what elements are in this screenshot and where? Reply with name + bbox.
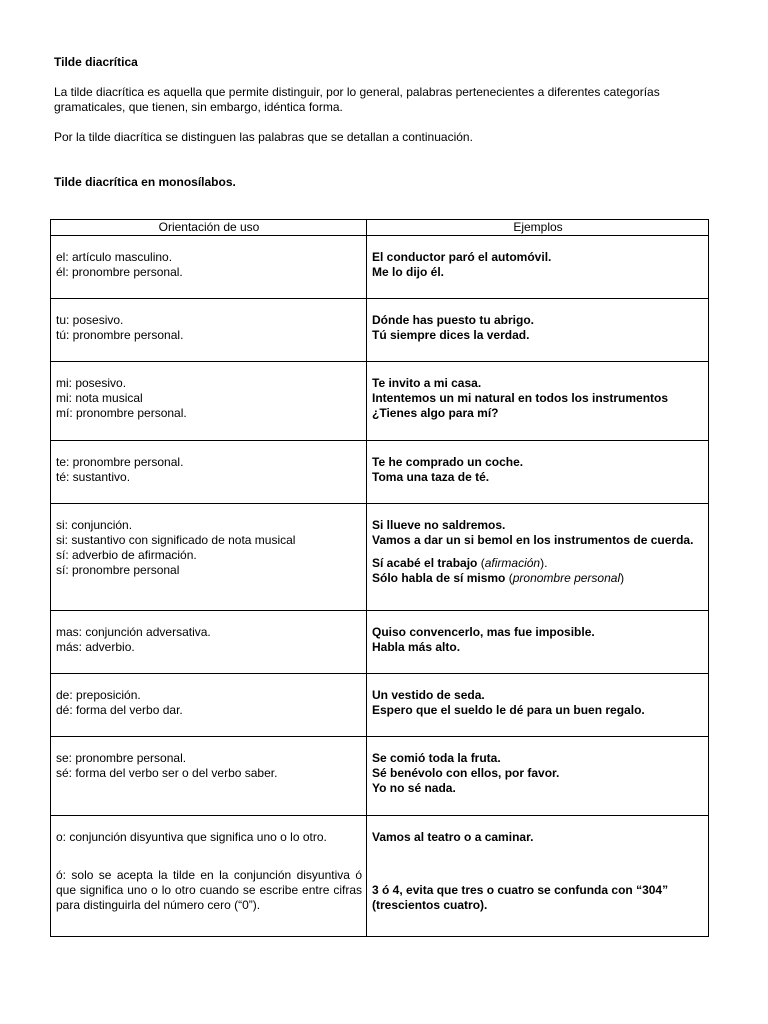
example-line: Sólo habla de sí mismo (pronombre personal) bbox=[372, 571, 625, 585]
example-line: Si llueve no saldremos. bbox=[372, 518, 506, 532]
example-cell bbox=[367, 362, 709, 441]
example-line: 3 ó 4, evita que tres o cuatro se confunda con “304” (trescientos cuatro). bbox=[372, 883, 669, 912]
example-line: Sí acabé el trabajo (afirmación). bbox=[372, 556, 548, 570]
example-note: pronombre personal bbox=[512, 571, 621, 585]
example-cell bbox=[367, 236, 709, 299]
example-cell bbox=[367, 611, 709, 674]
usage-line: más: adverbio. bbox=[56, 640, 135, 654]
usage-cell bbox=[51, 816, 367, 937]
usage-cell bbox=[51, 674, 367, 737]
example-line: Un vestido de seda. bbox=[372, 688, 485, 702]
table-row bbox=[51, 737, 709, 816]
usage-line: te: pronombre personal. bbox=[56, 455, 184, 469]
table-row bbox=[51, 674, 709, 737]
monosyllables-table bbox=[50, 219, 709, 937]
example-line: Quiso convencerlo, mas fue imposible. bbox=[372, 625, 595, 639]
usage-cell bbox=[51, 611, 367, 674]
example-line: Dónde has puesto tu abrigo. bbox=[372, 313, 535, 327]
page-title: Tilde diacrítica bbox=[54, 55, 138, 69]
example-cell bbox=[367, 441, 709, 504]
usage-line: tú: pronombre personal. bbox=[56, 328, 184, 342]
usage-cell bbox=[51, 441, 367, 504]
example-text: Sólo habla de sí mismo bbox=[372, 571, 506, 585]
table-row bbox=[51, 441, 709, 504]
example-cell bbox=[367, 816, 709, 937]
example-cell bbox=[367, 504, 709, 611]
example-line: Intentemos un mi natural en todos los instrumentos bbox=[372, 391, 669, 405]
usage-line: el: artículo masculino. bbox=[56, 250, 173, 264]
table-row bbox=[51, 816, 709, 937]
example-line: Vamos a dar un si bemol en los instrumentos de cuerda. bbox=[372, 533, 694, 547]
usage-line: mí: pronombre personal. bbox=[56, 406, 187, 420]
table-header-row bbox=[51, 220, 709, 236]
example-line: Se comió toda la fruta. bbox=[372, 751, 501, 765]
usage-line: mi: nota musical bbox=[56, 391, 143, 405]
usage-cell bbox=[51, 362, 367, 441]
example-cell bbox=[367, 674, 709, 737]
usage-cell bbox=[51, 737, 367, 816]
example-note: afirmación bbox=[484, 556, 541, 570]
second-paragraph: Por la tilde diacrítica se distinguen las palabras que se detallan a continuación. bbox=[54, 130, 473, 144]
usage-line: sé: forma del verbo ser o del verbo saber. bbox=[56, 766, 278, 780]
example-line: Sé benévolo con ellos, por favor. bbox=[372, 766, 560, 780]
intro-paragraph: La tilde diacrítica es aquella que permite distinguir, por lo general, palabras pertenecientes a diferentes categorías gramaticales, que tienen, sin embargo, idéntica forma. bbox=[54, 85, 660, 114]
example-line: Toma una taza de té. bbox=[372, 470, 490, 484]
example-line: ¿Tienes algo para mí? bbox=[372, 406, 499, 420]
table-row bbox=[51, 236, 709, 299]
example-cell bbox=[367, 299, 709, 362]
table-row bbox=[51, 611, 709, 674]
example-text: Sí acabé el trabajo bbox=[372, 556, 478, 570]
usage-cell bbox=[51, 504, 367, 611]
usage-line: tu: posesivo. bbox=[56, 313, 124, 327]
usage-line: sí: pronombre personal bbox=[56, 563, 180, 577]
example-line: Vamos al teatro o a caminar. bbox=[372, 830, 534, 844]
example-line: Te invito a mi casa. bbox=[372, 376, 482, 390]
table-row bbox=[51, 299, 709, 362]
example-cell bbox=[367, 737, 709, 816]
section-subtitle: Tilde diacrítica en monosílabos. bbox=[54, 175, 236, 189]
header-examples: Ejemplos bbox=[367, 220, 709, 236]
example-line: Yo no sé nada. bbox=[372, 781, 456, 795]
usage-line: ó: solo se acepta la tilde en la conjunción disyuntiva ó que significa uno o lo otro cuando se escribe entre cifras para distinguirla del número cero (“0”). bbox=[56, 868, 362, 912]
table-row bbox=[51, 504, 709, 611]
usage-line: si: conjunción. bbox=[56, 518, 133, 532]
usage-line: mi: posesivo. bbox=[56, 376, 127, 390]
usage-cell bbox=[51, 236, 367, 299]
usage-line: mas: conjunción adversativa. bbox=[56, 625, 211, 639]
header-usage: Orientación de uso bbox=[51, 220, 367, 236]
usage-cell bbox=[51, 299, 367, 362]
usage-line: él: pronombre personal. bbox=[56, 265, 183, 279]
usage-line: dé: forma del verbo dar. bbox=[56, 703, 183, 717]
table-row bbox=[51, 362, 709, 441]
usage-line: sí: adverbio de afirmación. bbox=[56, 548, 197, 562]
usage-line: si: sustantivo con significado de nota musical bbox=[56, 533, 296, 547]
usage-line: se: pronombre personal. bbox=[56, 751, 187, 765]
example-line: Habla más alto. bbox=[372, 640, 461, 654]
example-line: Me lo dijo él. bbox=[372, 265, 445, 279]
usage-line: o: conjunción disyuntiva que significa uno o lo otro. bbox=[56, 830, 327, 844]
example-line: Te he comprado un coche. bbox=[372, 455, 524, 469]
usage-line: té: sustantivo. bbox=[56, 470, 131, 484]
example-line: Espero que el sueldo le dé para un buen regalo. bbox=[372, 703, 645, 717]
example-line: El conductor paró el automóvil. bbox=[372, 250, 552, 264]
usage-line: de: preposición. bbox=[56, 688, 141, 702]
example-line: Tú siempre dices la verdad. bbox=[372, 328, 530, 342]
